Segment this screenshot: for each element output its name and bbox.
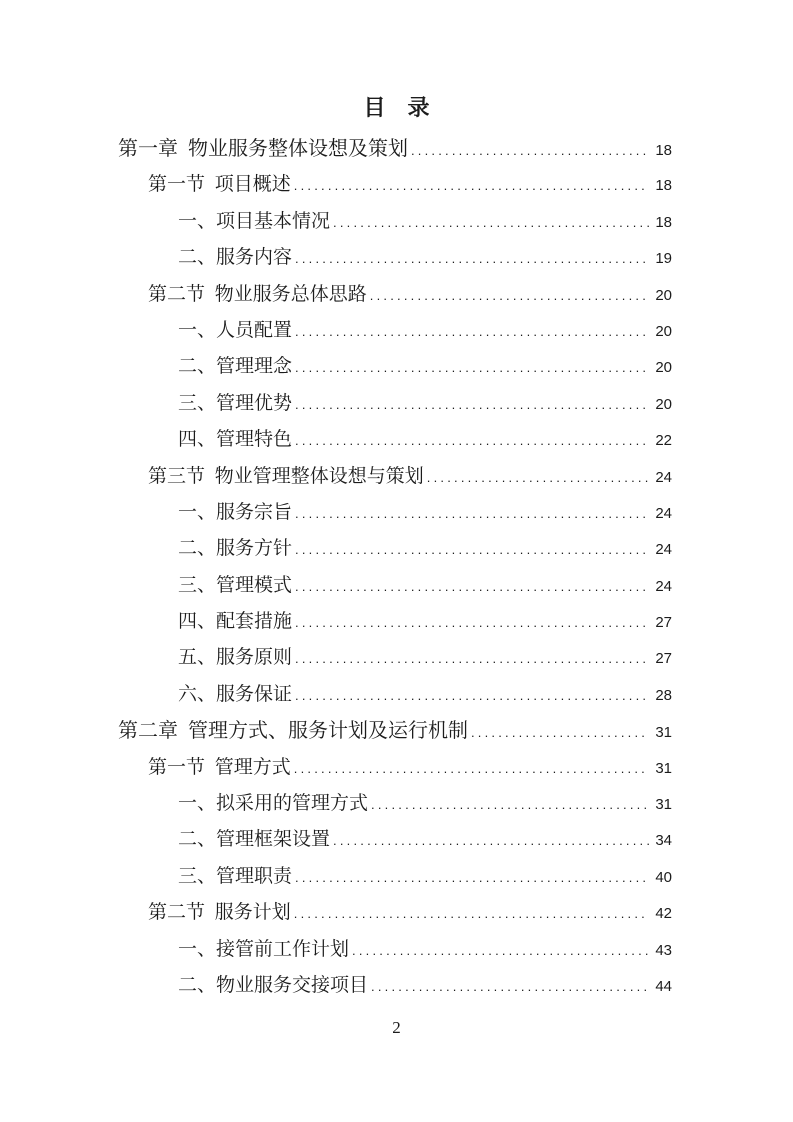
dot-leader xyxy=(295,532,649,568)
toc-entry xyxy=(118,640,672,676)
toc-entry-label: 二、服务方针 xyxy=(178,538,293,560)
toc-entry xyxy=(118,786,672,822)
toc-entry-page: 43 xyxy=(655,941,672,959)
toc-entry-page: 44 xyxy=(655,977,672,995)
dot-leader xyxy=(295,387,649,423)
toc-entry-label: 六、服务保证 xyxy=(178,683,293,705)
toc-entry xyxy=(118,204,672,240)
dot-leader xyxy=(371,787,649,823)
toc-entry xyxy=(118,495,672,531)
toc-entry-label: 二、管理框架设置 xyxy=(178,829,331,851)
toc-entry-page: 18 xyxy=(655,142,672,159)
toc-entry-page: 24 xyxy=(655,541,672,559)
toc-entry-page: 27 xyxy=(655,614,672,632)
toc-entry-label: 第二章 管理方式、服务计划及运行机制 xyxy=(118,720,468,743)
toc-entry-label: 二、物业服务交接项目 xyxy=(178,974,369,996)
toc-entry-page: 28 xyxy=(655,686,672,704)
toc-entry xyxy=(118,459,672,495)
toc-entry-page: 22 xyxy=(655,432,672,450)
toc-entry-label: 三、管理模式 xyxy=(178,574,293,596)
toc-entry-label: 第二节 服务计划 xyxy=(148,902,291,924)
toc-entry-page: 24 xyxy=(655,504,672,522)
toc-entry-label: 第一节 管理方式 xyxy=(148,756,291,778)
toc-entry-page: 31 xyxy=(655,724,672,742)
toc-entry-page: 24 xyxy=(655,468,672,486)
dot-leader xyxy=(295,314,649,350)
toc-entry xyxy=(118,531,672,567)
toc-entry-label: 二、管理理念 xyxy=(178,356,293,378)
toc-entry-label: 三、管理优势 xyxy=(178,392,293,414)
dot-leader xyxy=(295,860,649,896)
dot-leader xyxy=(427,460,650,496)
toc-entry-label: 第三节 物业管理整体设想与策划 xyxy=(148,465,424,487)
toc-entry xyxy=(118,313,672,349)
toc-entry-label: 四、管理特色 xyxy=(178,429,293,451)
dot-leader xyxy=(295,350,649,386)
toc-entry xyxy=(118,422,672,458)
dot-leader xyxy=(371,969,649,1005)
toc-entry-page: 31 xyxy=(655,759,672,777)
toc-entry-label: 第一章 物业服务整体设想及策划 xyxy=(118,138,408,160)
toc-entry-label: 一、项目基本情况 xyxy=(178,210,331,232)
dot-leader xyxy=(295,423,649,459)
dot-leader xyxy=(333,205,649,241)
toc-entry xyxy=(118,968,672,1004)
footer-page-number: 2 xyxy=(392,1018,401,1037)
toc-entry xyxy=(118,822,672,858)
dot-leader xyxy=(294,168,650,204)
toc-entry xyxy=(118,131,672,167)
dot-leader xyxy=(295,605,649,641)
toc-entry-label: 第二节 物业服务总体思路 xyxy=(148,283,367,305)
toc-entry-page: 20 xyxy=(655,395,672,413)
toc-entry xyxy=(118,604,672,640)
toc-entry xyxy=(118,713,672,749)
dot-leader xyxy=(294,896,650,932)
toc-entry xyxy=(118,895,672,931)
toc-entry-label: 一、拟采用的管理方式 xyxy=(178,793,369,815)
dot-leader xyxy=(352,933,649,969)
toc-entry xyxy=(118,568,672,604)
dot-leader xyxy=(295,641,649,677)
dot-leader xyxy=(295,496,649,532)
toc-entry-label: 一、接管前工作计划 xyxy=(178,938,350,960)
dot-leader xyxy=(370,278,650,314)
toc-entry-page: 27 xyxy=(655,650,672,668)
toc-entry-page: 20 xyxy=(655,322,672,340)
toc-entry xyxy=(118,677,672,713)
toc-entry xyxy=(118,277,672,313)
toc-entry-label: 一、服务宗旨 xyxy=(178,501,293,523)
dot-leader xyxy=(295,241,649,277)
dot-leader xyxy=(295,678,649,714)
toc-list xyxy=(118,131,672,1004)
toc-entry xyxy=(118,859,672,895)
toc-entry-page: 34 xyxy=(655,832,672,850)
toc-entry xyxy=(118,349,672,385)
dot-leader xyxy=(333,823,649,859)
toc-entry-label: 四、配套措施 xyxy=(178,611,293,633)
toc-entry-page: 31 xyxy=(655,796,672,814)
toc-entry xyxy=(118,240,672,276)
toc-entry xyxy=(118,386,672,422)
toc-entry xyxy=(118,932,672,968)
dot-leader xyxy=(411,133,649,169)
toc-entry-page: 40 xyxy=(655,868,672,886)
toc-entry-page: 20 xyxy=(655,359,672,377)
toc-entry-label: 二、服务内容 xyxy=(178,247,293,269)
toc-title: 目 录 xyxy=(363,95,430,120)
toc-entry-page: 20 xyxy=(655,286,672,304)
toc-entry-label: 一、人员配置 xyxy=(178,319,293,341)
toc-entry-page: 19 xyxy=(655,250,672,268)
toc-entry-label: 第一节 项目概述 xyxy=(148,174,291,196)
toc-entry-page: 18 xyxy=(655,177,672,195)
toc-entry xyxy=(118,750,672,786)
toc-entry xyxy=(118,167,672,203)
toc-entry-page: 42 xyxy=(655,905,672,923)
toc-entry-label: 三、管理职责 xyxy=(178,865,293,887)
dot-leader xyxy=(295,569,649,605)
dot-leader xyxy=(294,751,650,787)
toc-entry-page: 24 xyxy=(655,577,672,595)
dot-leader xyxy=(471,715,649,751)
toc-entry-page: 18 xyxy=(655,213,672,231)
toc-entry-label: 五、服务原则 xyxy=(178,647,293,669)
